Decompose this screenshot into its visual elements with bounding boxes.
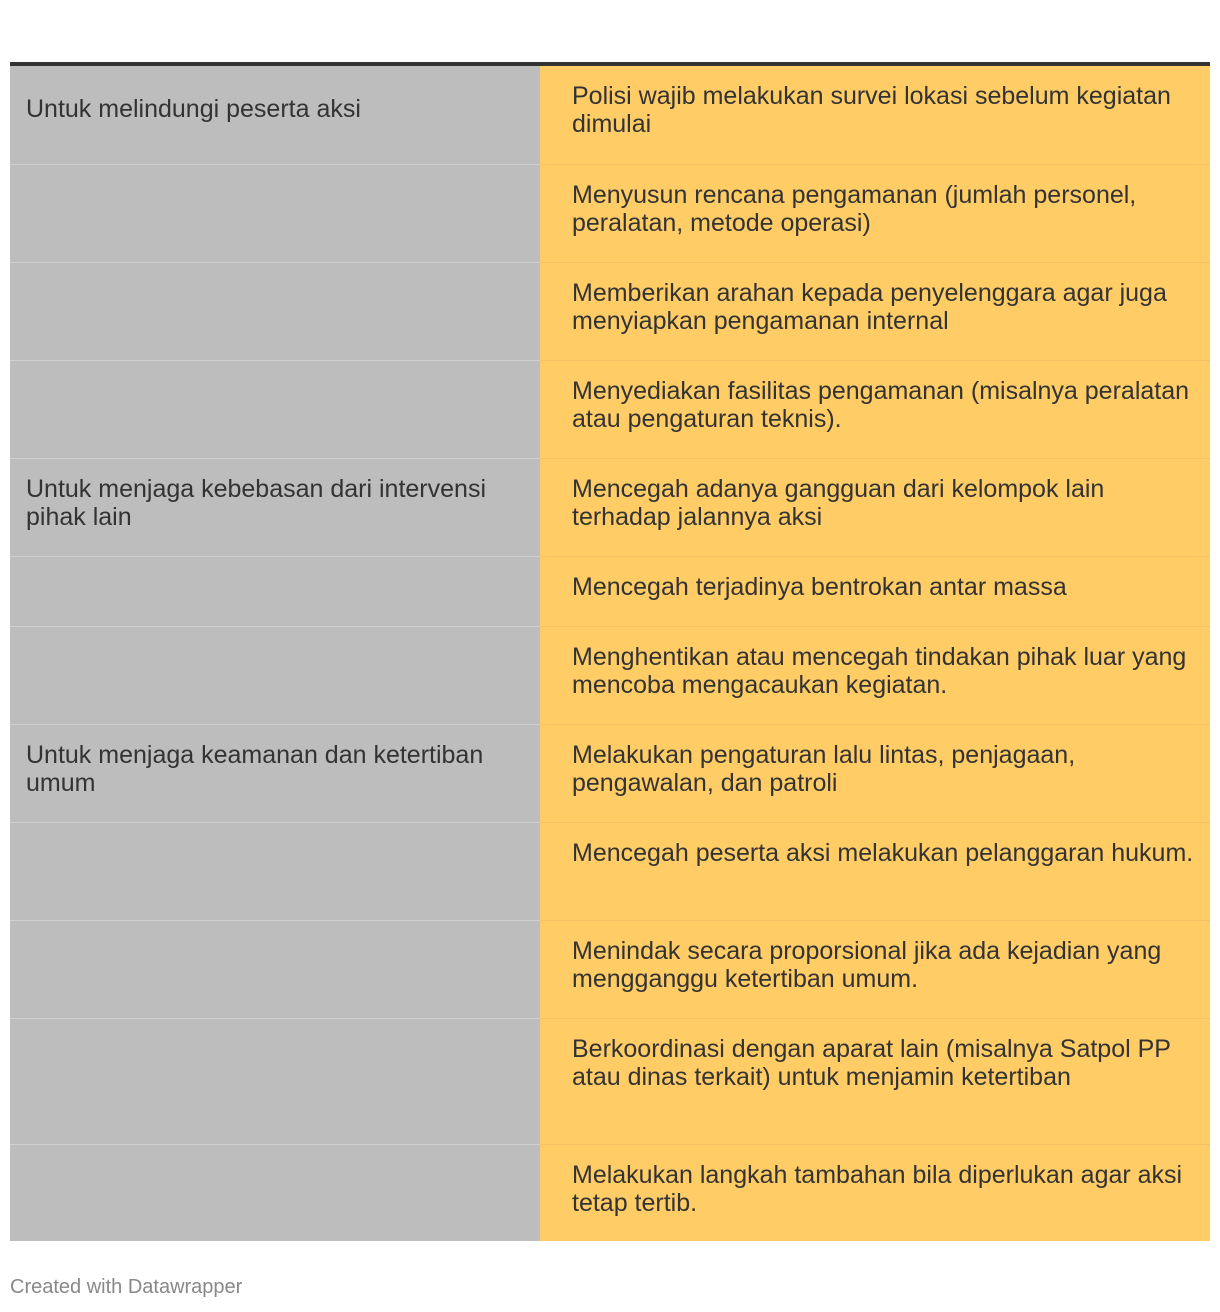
goal-cell bbox=[10, 360, 540, 458]
table-row bbox=[10, 556, 1210, 626]
table-row bbox=[10, 66, 1210, 164]
action-cell bbox=[540, 920, 1210, 1018]
goal-text: Untuk menjaga kebebasan dari intervensi pihak lain bbox=[26, 474, 486, 531]
action-text: Menyediakan fasilitas pengamanan (misalnya peralatan atau pengaturan teknis). bbox=[572, 376, 1190, 433]
action-cell bbox=[540, 1144, 1210, 1241]
goal-cell bbox=[10, 458, 540, 556]
action-cell bbox=[540, 164, 1210, 262]
data-table bbox=[10, 66, 1210, 1241]
action-cell bbox=[540, 724, 1210, 822]
goal-cell bbox=[10, 164, 540, 262]
goal-cell bbox=[10, 724, 540, 822]
action-text: Memberikan arahan kepada penyelenggara agar juga menyiapkan pengamanan internal bbox=[572, 278, 1167, 335]
table-row bbox=[10, 822, 1210, 920]
goal-cell bbox=[10, 1018, 540, 1144]
goal-cell bbox=[10, 66, 540, 164]
goal-cell bbox=[10, 262, 540, 360]
table-row bbox=[10, 164, 1210, 262]
action-text: Menindak secara proporsional jika ada kejadian yang mengganggu ketertiban umum. bbox=[572, 936, 1162, 993]
action-cell bbox=[540, 556, 1210, 626]
data-table-container bbox=[10, 62, 1210, 1241]
action-text: Menghentikan atau mencegah tindakan pihak luar yang mencoba mengacaukan kegiatan. bbox=[572, 642, 1187, 699]
goal-cell bbox=[10, 1144, 540, 1241]
action-text: Melakukan pengaturan lalu lintas, penjagaan, pengawalan, dan patroli bbox=[572, 740, 1076, 797]
action-text: Polisi wajib melakukan survei lokasi sebelum kegiatan dimulai bbox=[572, 82, 1171, 138]
action-text: Berkoordinasi dengan aparat lain (misalnya Satpol PP atau dinas terkait) untuk menjamin ketertiban bbox=[572, 1034, 1171, 1091]
action-cell bbox=[540, 262, 1210, 360]
table-row bbox=[10, 920, 1210, 1018]
goal-text: Untuk melindungi peserta aksi bbox=[26, 95, 361, 123]
goal-cell bbox=[10, 626, 540, 724]
goal-cell bbox=[10, 920, 540, 1018]
action-cell bbox=[540, 626, 1210, 724]
table-row bbox=[10, 626, 1210, 724]
table-row bbox=[10, 1144, 1210, 1241]
goal-cell bbox=[10, 822, 540, 920]
table-row bbox=[10, 724, 1210, 822]
table-row bbox=[10, 262, 1210, 360]
datawrapper-credit: Created with Datawrapper bbox=[10, 1276, 243, 1298]
goal-text: Untuk menjaga keamanan dan ketertiban umum bbox=[26, 740, 484, 797]
action-text: Mencegah terjadinya bentrokan antar massa bbox=[572, 572, 1067, 601]
table-row bbox=[10, 458, 1210, 556]
action-cell bbox=[540, 822, 1210, 920]
action-cell bbox=[540, 360, 1210, 458]
goal-cell bbox=[10, 556, 540, 626]
action-text: Melakukan langkah tambahan bila diperlukan agar aksi tetap tertib. bbox=[572, 1160, 1183, 1217]
action-cell bbox=[540, 66, 1210, 164]
table-row bbox=[10, 360, 1210, 458]
action-cell bbox=[540, 1018, 1210, 1144]
action-text: Mencegah adanya gangguan dari kelompok lain terhadap jalannya aksi bbox=[572, 474, 1105, 531]
action-text: Mencegah peserta aksi melakukan pelanggaran hukum. bbox=[572, 838, 1194, 867]
action-cell bbox=[540, 458, 1210, 556]
action-text: Menyusun rencana pengamanan (jumlah personel, peralatan, metode operasi) bbox=[572, 180, 1137, 237]
table-row bbox=[10, 1018, 1210, 1144]
